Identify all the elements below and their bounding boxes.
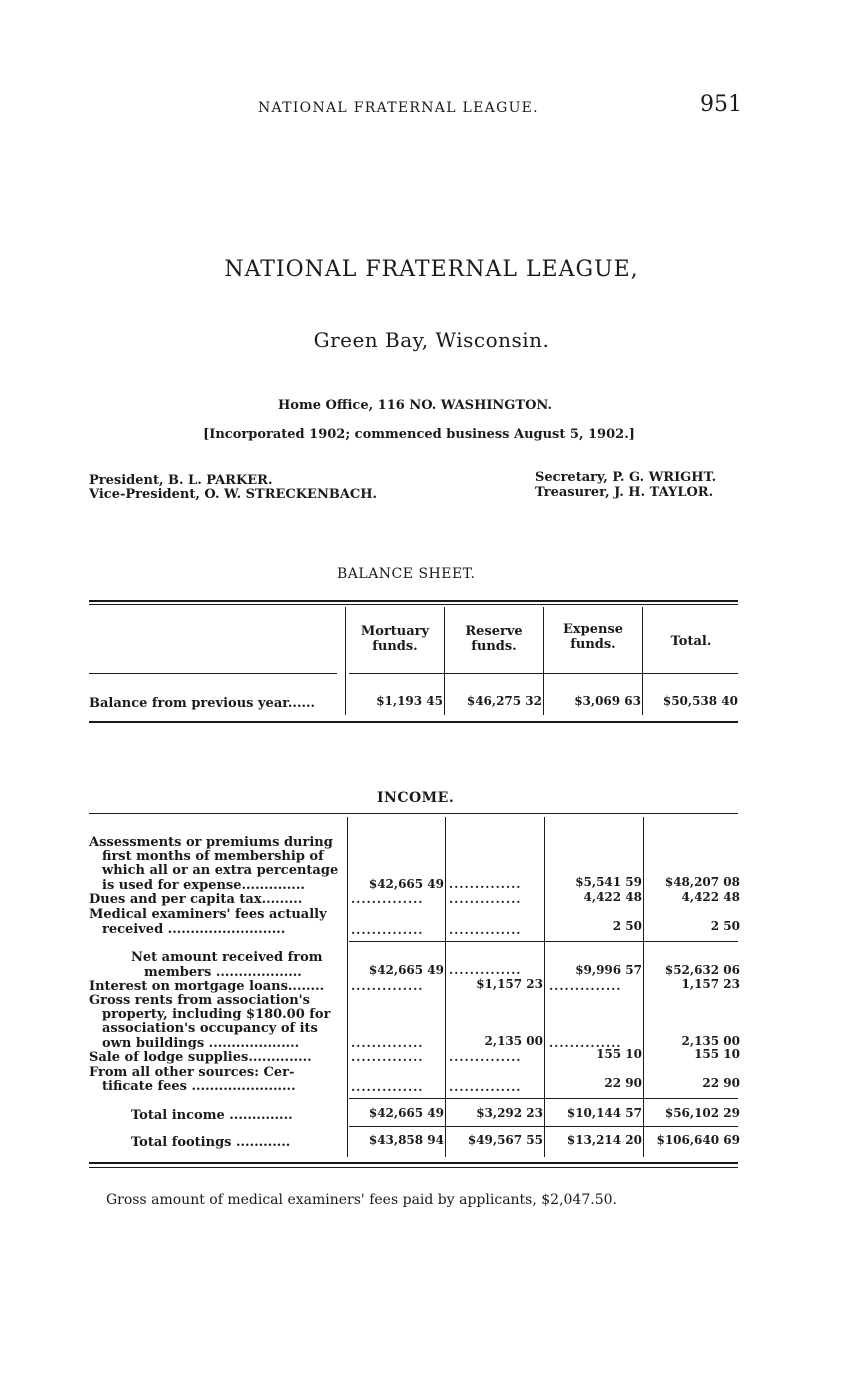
income-bottom-rule <box>89 1162 738 1164</box>
row-label: first months of membership of <box>102 849 324 864</box>
income-top-rule <box>89 813 738 814</box>
column-divider <box>445 817 446 1157</box>
row-label: Dues and per capita tax......... <box>89 892 303 907</box>
total-income-reserve: $3,292 23 <box>476 1106 543 1120</box>
leader-dots: .............. <box>351 1050 424 1064</box>
leader-dots: .............. <box>351 923 424 937</box>
leader-dots: .............. <box>449 877 522 891</box>
rents-reserve: 2,135 00 <box>484 1034 543 1048</box>
column-header-expense <box>545 622 641 652</box>
balance-sheet-title: BALANCE SHEET. <box>337 566 476 582</box>
header-rule <box>349 673 738 674</box>
page-number: 951 <box>700 92 742 117</box>
vice-president: Vice-President, O. W. STRECKENBACH. <box>89 487 378 502</box>
medical-expense: 2 50 <box>612 919 642 933</box>
column-header-text: funds. <box>471 639 517 654</box>
subtotal-rule <box>349 1126 738 1127</box>
column-header-reserve <box>446 624 542 654</box>
lodge-total: 155 10 <box>694 1047 740 1061</box>
president: President, B. L. PARKER. <box>89 473 273 488</box>
balance-total: $50,538 40 <box>662 694 738 708</box>
table-bottom-rule <box>89 721 738 723</box>
leader-dots: .............. <box>549 979 622 993</box>
interest-reserve: $1,157 23 <box>476 977 543 991</box>
total-income-total: $56,102 29 <box>664 1106 740 1120</box>
column-header-total: Total. <box>670 634 712 649</box>
table-top-rule-thin <box>89 604 738 605</box>
net-mortuary: $42,665 49 <box>368 963 444 977</box>
leader-dots: .............. <box>449 1050 522 1064</box>
total-footings-mortuary: $43,858 94 <box>368 1133 444 1147</box>
page-title: NATIONAL FRATERNAL LEAGUE, <box>224 257 639 282</box>
assessments-expense: $5,541 59 <box>575 875 642 889</box>
row-label: Interest on mortgage loans........ <box>89 979 325 994</box>
location: Green Bay, Wisconsin. <box>313 328 550 352</box>
row-label: Medical examiners' fees actually <box>89 907 327 922</box>
column-header-text: Expense <box>562 622 624 637</box>
column-divider <box>347 817 348 1157</box>
subtotal-rule <box>349 941 738 942</box>
row-label: Sale of lodge supplies.............. <box>89 1050 312 1065</box>
row-label: received .......................... <box>102 922 286 937</box>
footnote: Gross amount of medical examiners' fees paid by applicants, $2,047.50. <box>106 1192 617 1208</box>
balance-reserve: $46,275 32 <box>466 694 542 708</box>
subtotal-rule <box>349 1098 738 1099</box>
column-divider <box>643 817 644 1157</box>
column-divider <box>642 607 643 715</box>
assessments-mortuary: $42,665 49 <box>368 877 444 891</box>
column-header-text: funds. <box>570 637 616 652</box>
total-income-mortuary: $42,665 49 <box>368 1106 444 1120</box>
balance-mortuary: $1,193 45 <box>376 694 443 708</box>
balance-row-label: Balance from previous year...... <box>89 696 316 711</box>
row-label-total-footings: Total footings ............ <box>131 1135 291 1150</box>
row-label: property, including $180.00 for <box>102 1007 331 1022</box>
leader-dots: .............. <box>449 1080 522 1094</box>
row-label: is used for expense.............. <box>102 878 305 893</box>
table-top-rule <box>89 600 738 602</box>
dues-expense: 4,422 48 <box>583 890 642 904</box>
row-label: own buildings .................... <box>102 1036 300 1051</box>
dues-total: 4,422 48 <box>681 890 740 904</box>
column-header-text: Mortuary <box>360 624 430 639</box>
leader-dots: .............. <box>351 892 424 906</box>
income-title: INCOME. <box>377 790 455 806</box>
leader-dots: .............. <box>449 892 522 906</box>
column-divider <box>544 817 545 1157</box>
leader-dots: .............. <box>549 1036 622 1050</box>
row-label: association's occupancy of its <box>102 1021 318 1036</box>
header-rule <box>89 673 337 674</box>
row-label-total-income: Total income .............. <box>131 1108 293 1123</box>
row-label: which all or an extra percentage <box>102 863 339 878</box>
other-total: 22 90 <box>702 1076 740 1090</box>
leader-dots: .............. <box>351 979 424 993</box>
row-label: tificate fees ....................... <box>102 1079 296 1094</box>
total-footings-reserve: $49,567 55 <box>467 1133 543 1147</box>
row-label: members ................... <box>144 965 302 980</box>
running-head: NATIONAL FRATERNAL LEAGUE. <box>258 100 539 116</box>
rents-total: 2,135 00 <box>681 1034 740 1048</box>
leader-dots: .............. <box>351 1036 424 1050</box>
row-label: Gross rents from association's <box>89 993 310 1008</box>
column-header-text: Reserve <box>465 624 523 639</box>
column-divider <box>543 607 544 715</box>
treasurer: Treasurer, J. H. TAYLOR. <box>535 485 714 500</box>
leader-dots: .............. <box>449 963 522 977</box>
row-label: Assessments or premiums during <box>89 835 333 850</box>
total-income-expense: $10,144 57 <box>566 1106 642 1120</box>
leader-dots: .............. <box>449 923 522 937</box>
incorporated-note: [Incorporated 1902; commenced business August 5, 1902.] <box>203 427 635 442</box>
assessments-total: $48,207 08 <box>664 875 740 889</box>
other-expense: 22 90 <box>604 1076 642 1090</box>
column-header-mortuary <box>347 624 443 654</box>
lodge-expense: 155 10 <box>596 1047 642 1061</box>
column-divider <box>345 607 346 715</box>
column-header-text: funds. <box>372 639 418 654</box>
total-footings-total: $106,640 69 <box>656 1133 740 1147</box>
home-office: Home Office, 116 NO. WASHINGTON. <box>277 398 552 413</box>
leader-dots: .............. <box>351 1080 424 1094</box>
secretary: Secretary, P. G. WRIGHT. <box>535 470 717 485</box>
column-divider <box>444 607 445 715</box>
interest-total: 1,157 23 <box>681 977 740 991</box>
net-expense: $9,996 57 <box>575 963 642 977</box>
row-label: Net amount received from <box>131 950 323 965</box>
total-footings-expense: $13,214 20 <box>566 1133 642 1147</box>
balance-expense: $3,069 63 <box>574 694 641 708</box>
net-total: $52,632 06 <box>664 963 740 977</box>
row-label: From all other sources: Cer- <box>89 1065 295 1080</box>
medical-total: 2 50 <box>710 919 740 933</box>
income-bottom-rule-thin <box>89 1167 738 1168</box>
